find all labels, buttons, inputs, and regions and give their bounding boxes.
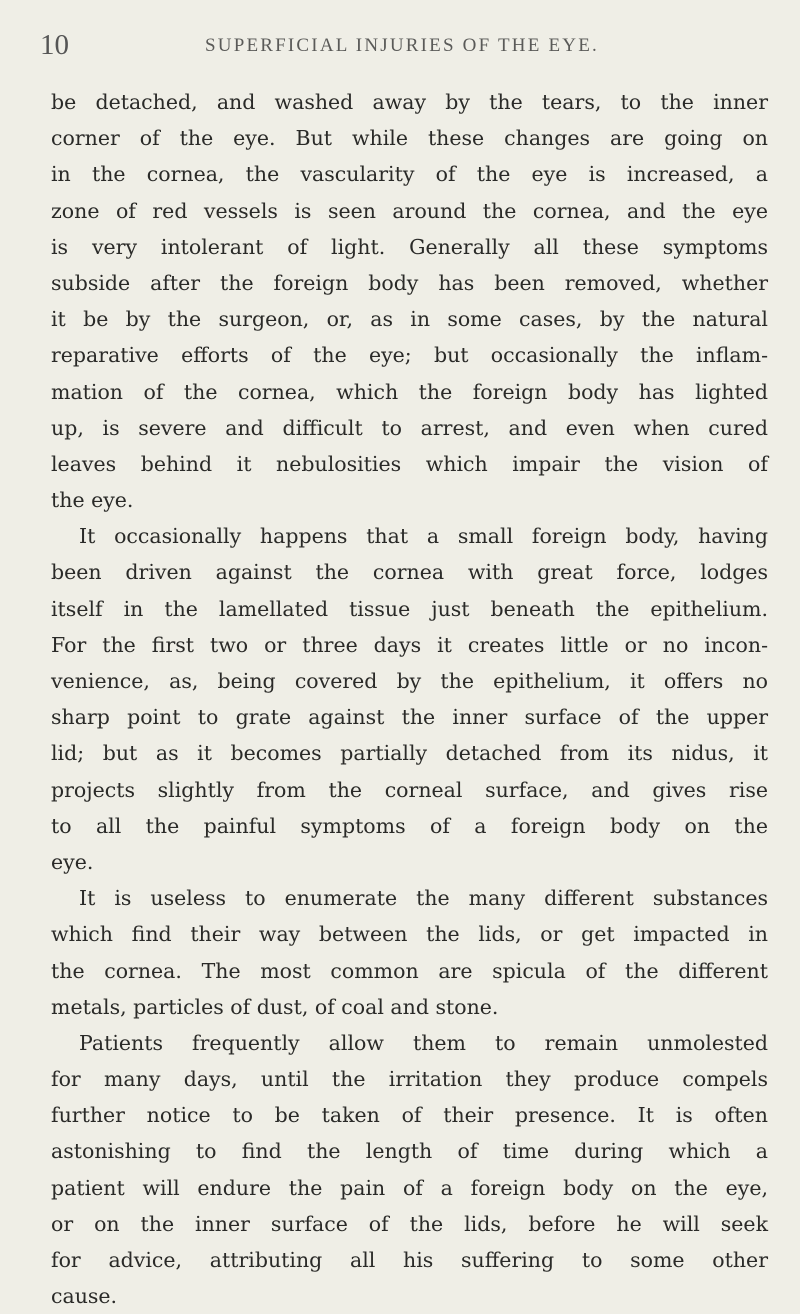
text-line: It is useless to enumerate the many different substances xyxy=(79,886,768,911)
text-line: lid; but as it becomes partially detached from its nidus, it xyxy=(51,741,768,766)
text-line: reparative efforts of the eye; but occasionally the inflam- xyxy=(51,343,768,368)
text-line: projects slightly from the corneal surface, and gives rise xyxy=(51,777,768,802)
text-line: or on the inner surface of the lids, before he will seek xyxy=(51,1211,768,1236)
text-line: patient will endure the pain of a foreign body on the eye, xyxy=(51,1175,768,1200)
text-line: Patients frequently allow them to remain unmolested xyxy=(79,1030,768,1055)
text-line: up, is severe and difficult to arrest, and even when cured xyxy=(51,415,768,440)
text-line: it be by the surgeon, or, as in some cases, by the natural xyxy=(51,307,768,332)
page-header xyxy=(40,30,760,60)
text-line: metals, particles of dust, of coal and stone. xyxy=(51,994,499,1019)
text-line: For the first two or three days it creates little or no incon- xyxy=(51,632,768,657)
text-line: further notice to be taken of their presence. It is often xyxy=(51,1103,768,1128)
text-line: itself in the lamellated tissue just beneath the epithelium. xyxy=(51,596,768,621)
text-line: venience, as, being covered by the epithelium, it offers no xyxy=(51,669,768,693)
text-line: It occasionally happens that a small foreign body, having xyxy=(79,524,768,549)
text-line: be detached, and washed away by the tears, to the inner xyxy=(51,90,768,114)
text-line: astonishing to find the length of time during which a xyxy=(51,1139,768,1164)
text-line: which find their way between the lids, or get impacted in xyxy=(51,922,768,947)
text-line: for many days, until the irritation they produce compels xyxy=(51,1067,768,1092)
text-line: in the cornea, the vascularity of the eye is increased, a xyxy=(51,162,768,187)
body-text xyxy=(51,84,768,1314)
text-line: zone of red vessels is seen around the cornea, and the eye xyxy=(51,198,768,223)
running-head: SUPERFICIAL INJURIES OF THE EYE. xyxy=(205,35,599,56)
text-line: for advice, attributing all his suffering to some other xyxy=(51,1248,768,1272)
text-line: been driven against the cornea with great force, lodges xyxy=(51,560,768,585)
text-line: the cornea. The most common are spicula of the different xyxy=(51,958,768,983)
text-line: sharp point to grate against the inner surface of the upper xyxy=(51,705,768,730)
page-number: 10 xyxy=(40,29,69,61)
text-line: subside after the foreign body has been removed, whether xyxy=(51,270,768,295)
text-line: eye. xyxy=(51,849,94,874)
text-line: is very intolerant of light. Generally all these symptoms xyxy=(51,234,768,259)
text-line: cause. xyxy=(51,1284,118,1309)
text-line: mation of the cornea, which the foreign body has lighted xyxy=(51,379,768,404)
text-line: corner of the eye. But while these changes are going on xyxy=(51,126,768,151)
text-line: to all the painful symptoms of a foreign body on the xyxy=(51,813,768,838)
text-line: leaves behind it nebulosities which impair the vision of xyxy=(51,451,768,476)
text-line: the eye. xyxy=(51,488,134,513)
